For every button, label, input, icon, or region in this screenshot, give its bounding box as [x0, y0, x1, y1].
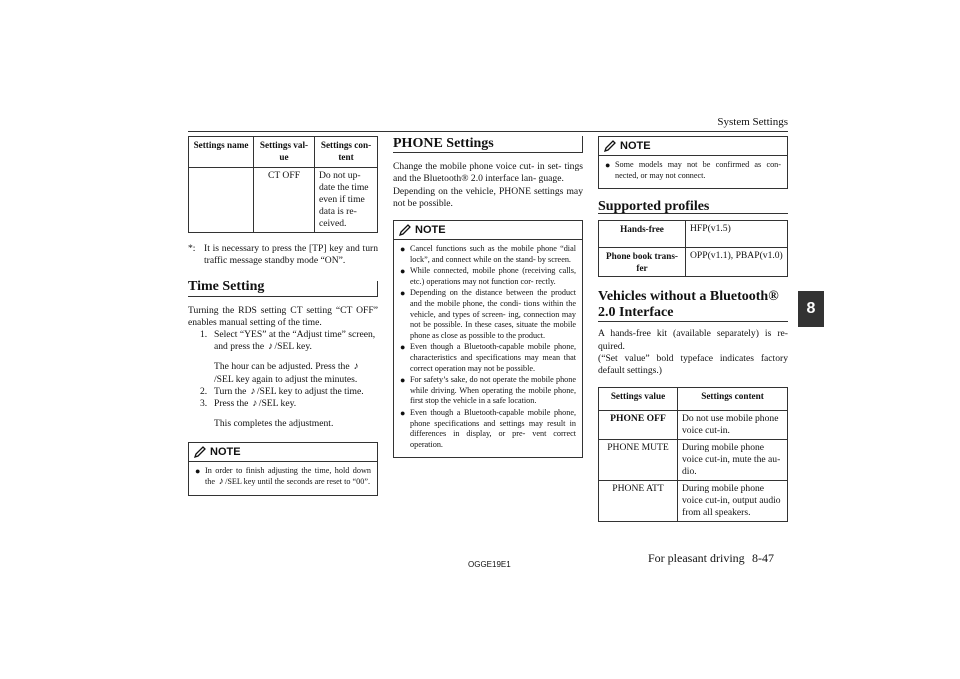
time-intro: Turning the RDS setting CT setting “CT OFF” enables manual setting of the time.: [188, 304, 378, 328]
note-box: [393, 220, 583, 458]
music-note-icon: ♪: [218, 476, 224, 488]
table-cell: CT OFF: [254, 168, 315, 233]
footnote-text: It is necessary to press the [TP] key and turn traffic message standby mode “ON”.: [204, 243, 378, 267]
note-bullet: [400, 266, 576, 287]
note-text: Some models may not be confirmed as con- nected, or may not connect.: [615, 160, 781, 180]
note-label: NOTE: [620, 139, 651, 152]
page-number: 8-47: [752, 551, 774, 565]
column-middle: [393, 136, 583, 458]
table-row: [189, 168, 378, 233]
table-header: Hands-free: [599, 221, 686, 248]
bullet-icon: ●: [400, 288, 406, 299]
step-item: [200, 386, 378, 398]
note-bullet: [400, 288, 576, 341]
vehicles-intro-2: (“Set value” bold typeface indicates factory default settings.): [598, 352, 788, 376]
pencil-icon: [398, 223, 412, 237]
step-sub: This completes the adjustment.: [214, 418, 334, 430]
note-body: [599, 156, 787, 188]
table-row: [599, 248, 788, 277]
bullet-icon: ●: [400, 266, 406, 277]
music-note-icon: ♪: [250, 385, 256, 397]
step-sub-text: /SEL key again to adjust the minutes.: [214, 373, 358, 385]
footnote-mark: *:: [188, 243, 196, 254]
note-header: [394, 221, 582, 240]
table-cell: PHONE OFF: [599, 411, 678, 440]
table-row: [599, 411, 788, 440]
step-number: 3.: [200, 398, 208, 410]
section-title-supported-profiles: Supported profiles: [598, 201, 788, 214]
bullet-icon: ●: [400, 375, 406, 386]
note-text: /SEL key until the seconds are reset to “00”.: [225, 477, 371, 487]
bullet-icon: ●: [195, 466, 201, 477]
step-sub-text: The hour can be adjusted. Press the: [214, 361, 350, 373]
table-row: [599, 440, 788, 481]
section-title-vehicles-without-bluetooth: Vehicles without a Bluetooth® 2.0 Interface: [598, 289, 788, 322]
table-cell: Do not up- date the time even if time data is re- ceived.: [315, 168, 378, 233]
phone-settings-table: [598, 387, 788, 522]
note-bullet: [400, 244, 576, 265]
table-header: Settings con- tent: [315, 137, 378, 168]
table-cell: HFP(v1.5): [686, 221, 788, 248]
table-row: [599, 481, 788, 522]
section-title-phone-settings: PHONE Settings: [393, 136, 583, 153]
phone-intro-2: Depending on the vehicle, PHONE settings may not be possible.: [393, 185, 583, 209]
section-title-time-setting: Time Setting: [188, 281, 378, 296]
document-code: OGGE19E1: [468, 560, 511, 569]
step-item: [200, 398, 378, 410]
column-right: [598, 136, 788, 522]
note-box: [598, 136, 788, 189]
note-bullet: [400, 408, 576, 450]
pencil-icon: [603, 139, 617, 153]
step-list: [200, 329, 378, 430]
note-bullet: [195, 466, 371, 487]
note-bullet: [605, 160, 781, 181]
note-body: [189, 462, 377, 494]
note-text: In order to finish adjusting the time, hold down the: [205, 466, 371, 487]
note-label: NOTE: [210, 446, 241, 459]
note-bullet: [400, 375, 576, 407]
table-header: Settings name: [189, 137, 254, 168]
note-header: [599, 137, 787, 156]
note-body: [394, 240, 582, 457]
footer-chapter-name: For pleasant driving: [648, 551, 745, 565]
note-text: Depending on the distance between the product and the mobile phone, the condi- tions within the vehicle, and types of screen- ing, connection may not be possible. In these cases, situate the mobile phone as close as possible to the product.: [410, 288, 576, 340]
table-cell: PHONE ATT: [599, 481, 678, 522]
ct-settings-table: [188, 136, 378, 233]
bullet-icon: ●: [400, 407, 406, 418]
note-text: Cancel functions such as the mobile phone “dial lock”, and connect while on the stand- by screen.: [410, 244, 576, 264]
table-cell: PHONE MUTE: [599, 440, 678, 481]
table-header: Settings content: [678, 388, 788, 411]
profiles-table: [598, 220, 788, 277]
note-text: While connected, mobile phone (receiving calls, etc.) operations may not function cor- rectly.: [410, 266, 576, 286]
pencil-icon: [193, 445, 207, 459]
step-text: /SEL key.: [258, 398, 297, 410]
step-text: Turn the: [214, 385, 247, 397]
running-header: System Settings: [717, 116, 788, 128]
step-text: Select “YES” at the “Adjust time” screen, and press the: [214, 329, 376, 353]
header-rule: [188, 131, 788, 132]
column-left: [188, 136, 378, 496]
note-box: [188, 442, 378, 495]
table-row: [599, 221, 788, 248]
note-text: Even though a Bluetooth-capable mobile phone, phone specifications and settings may result in differences in display, or pre- vent correct operation.: [410, 407, 576, 449]
table-header: Phone book trans- fer: [599, 248, 686, 277]
table-header: Settings val- ue: [254, 137, 315, 168]
music-note-icon: ♪: [353, 361, 359, 373]
table-header: Settings value: [599, 388, 678, 411]
note-text: For safety’s sake, do not operate the mobile phone while driving. When operating the mobile phone, first stop the vehicle in a safe location.: [410, 375, 576, 406]
table-cell: Do not use mobile phone voice cut-in.: [678, 411, 788, 440]
table-cell: During mobile phone voice cut-in, output audio from all speakers.: [678, 481, 788, 522]
bullet-icon: ●: [605, 160, 611, 170]
step-number: 2.: [200, 385, 208, 397]
phone-intro: Change the mobile phone voice cut- in set- tings and the Bluetooth® 2.0 interface lan- guage.: [393, 161, 583, 185]
music-note-icon: ♪: [268, 341, 273, 353]
table-cell: [189, 168, 254, 233]
step-text: Press the: [214, 398, 249, 410]
table-cell: OPP(v1.1), PBAP(v1.0): [686, 248, 788, 277]
step-text: /SEL key to adjust the time.: [256, 385, 364, 397]
step-number: 1.: [200, 329, 208, 341]
footnote: [188, 243, 378, 267]
step-text: /SEL key.: [274, 341, 312, 353]
step-item: [200, 329, 378, 353]
chapter-tab: 8: [798, 291, 824, 327]
bullet-icon: ●: [400, 342, 406, 353]
music-note-icon: ♪: [252, 398, 258, 410]
note-label: NOTE: [415, 223, 446, 236]
bullet-icon: ●: [400, 244, 406, 255]
step-sub: [214, 361, 378, 385]
table-cell: During mobile phone voice cut-in, mute the au- dio.: [678, 440, 788, 481]
vehicles-intro: A hands-free kit (available separately) is re- quired.: [598, 328, 788, 352]
note-text: Even though a Bluetooth-capable mobile phone, characteristics and specifications may mean that correct operation may not be possible.: [410, 342, 576, 373]
note-header: [189, 443, 377, 462]
note-bullet: [400, 342, 576, 374]
